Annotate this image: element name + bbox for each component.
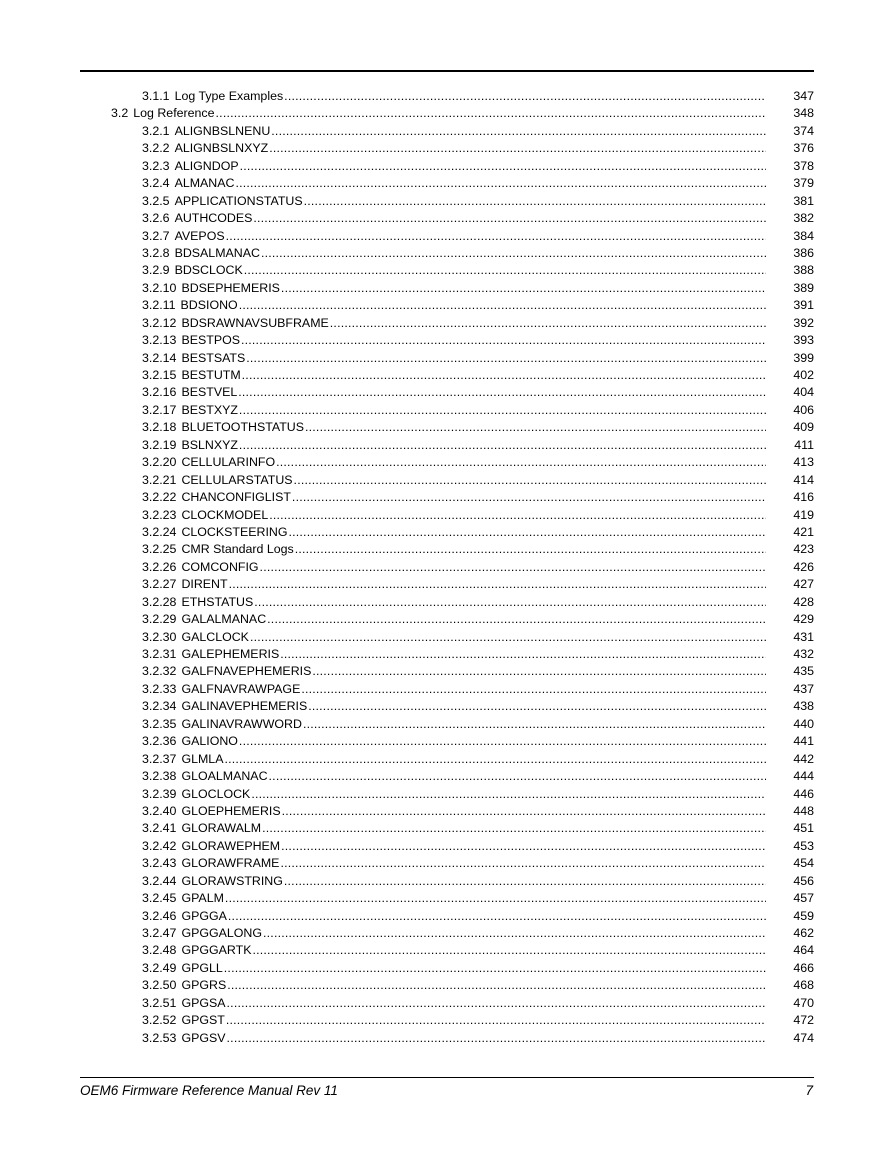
toc-entry-page: 470 [793,995,814,1010]
toc-entry-title: GALEPHEMERIS [181,647,280,661]
toc-entry-page: 411 [794,437,814,452]
toc-entry-number: 3.2.27 [142,577,177,592]
toc-entry[interactable] [0,297,893,314]
toc-entry-number: 3.2.30 [142,629,177,644]
toc-entry-number: 3.2.19 [142,437,177,452]
toc-dot-leader [250,629,766,646]
toc-entry-title: GLORAWSTRING [181,873,283,888]
toc-entry-title: ETHSTATUS [181,594,254,609]
toc-entry-page: 392 [793,315,814,330]
toc-entry-title: GALIONO [181,734,238,749]
toc-entry-page: 389 [793,280,814,295]
toc-entry-number: 3.2.9 [142,263,170,278]
toc-entry-number: 3.2.44 [142,873,177,888]
toc-entry-page: 446 [793,786,814,801]
toc-entry-title: BDSRAWNAVSUBFRAME [181,315,329,330]
toc-entry-number: 3.2.36 [142,734,177,749]
toc-entry[interactable] [0,629,893,646]
toc-entry[interactable] [0,890,893,907]
toc-entry-title: ALIGNBSLNENU [174,123,271,138]
toc-entry-number: 3.2.46 [142,908,177,923]
toc-entry-number: 3.2.38 [142,769,177,784]
toc-entry-title: DIRENT [181,577,228,592]
toc-entry[interactable] [0,472,893,489]
toc-entry-title: AVEPOS [174,228,225,243]
toc-entry-number: 3.2.4 [142,176,170,191]
toc-entry-title: GPGSA [181,995,226,1010]
toc-entry-number: 3.2.21 [142,472,177,487]
toc-entry[interactable] [0,245,893,262]
toc-dot-leader [304,193,766,210]
toc-entry[interactable] [0,855,893,872]
toc-entry-number: 3.2.31 [142,647,177,661]
toc-entry-title: GPALM [181,891,224,906]
toc-dot-leader [269,507,766,524]
toc-entry[interactable] [0,454,893,471]
toc-entry-title: GPGGARTK [181,943,252,958]
toc-entry-page: 432 [793,647,814,661]
toc-entry[interactable] [0,873,893,890]
toc-entry-number: 3.2.28 [142,594,177,609]
toc-entry[interactable] [0,332,893,349]
toc-dot-leader [224,751,766,768]
footer-manual-title: OEM6 Firmware Reference Manual Rev 11 [80,1083,338,1098]
toc-entry-number: 3.2.15 [142,368,177,382]
toc-dot-leader [228,908,766,925]
toc-entry-number: 3.2.1 [142,123,170,138]
toc-entry-number: 3.2.5 [142,193,170,208]
toc-entry-page: 421 [793,524,814,539]
toc-dot-leader [229,576,766,593]
toc-entry-title: GALALMANAC [181,612,267,627]
toc-dot-leader [253,210,766,227]
toc-entry-number: 3.2.26 [142,559,177,574]
toc-entry-page: 429 [793,612,814,627]
toc-entry-page: 409 [793,420,814,435]
toc-entry-page: 451 [793,821,814,836]
toc-entry-title: BDSIONO [180,298,238,313]
header-rule [80,70,814,72]
toc-entry-page: 435 [793,664,814,679]
toc-entry-title: BDSCLOCK [174,263,243,278]
toc-entry-page: 427 [793,577,814,592]
toc-entry-title: APPLICATIONSTATUS [174,193,303,208]
toc-entry-number: 3.2.33 [142,681,177,696]
toc-dot-leader [263,925,766,942]
toc-entry-number: 3.2.39 [142,786,177,801]
toc-dot-leader [284,88,766,105]
toc-dot-leader [330,315,766,332]
toc-entry-title: CMR Standard Logs [181,542,294,557]
toc-entry-page: 442 [793,751,814,766]
toc-entry-page: 453 [793,838,814,853]
toc-entry-title: GPGGALONG [181,926,263,940]
toc-entry[interactable] [0,716,893,733]
toc-entry-number: 3.2.48 [142,943,177,958]
toc-entry[interactable] [0,559,893,576]
toc-dot-leader [269,140,766,157]
toc-entry-title: BESTPOS [181,333,240,348]
toc-entry-title: CLOCKSTEERING [181,524,288,539]
toc-entry-page: 404 [793,385,814,400]
toc-entry-title: BESTXYZ [181,402,238,417]
toc-entry[interactable] [0,524,893,541]
toc-entry-number: 3.2.20 [142,455,177,470]
toc-entry-page: 431 [793,629,814,644]
toc-entry-title: GLORAWFRAME [181,856,280,871]
toc-entry-title: GPGST [181,1013,225,1028]
toc-entry[interactable] [0,402,893,419]
toc-entry-number: 3.2.40 [142,803,177,818]
toc-entry-title: CHANCONFIGLIST [181,490,291,505]
toc-dot-leader [281,280,766,297]
toc-entry-number: 3.2.49 [142,960,177,975]
toc-entry-page: 393 [793,333,814,348]
toc-entry[interactable] [0,1030,893,1047]
toc-dot-leader [238,384,766,401]
toc-entry[interactable] [0,384,893,401]
toc-dot-leader [226,228,766,245]
toc-entry-page: 464 [793,943,814,958]
toc-dot-leader [254,594,766,611]
toc-entry-page: 440 [793,716,814,731]
toc-entry[interactable] [0,908,893,925]
toc-entry-page: 444 [793,769,814,784]
toc-dot-leader [280,646,766,663]
toc-dot-leader [239,733,766,750]
toc-dot-leader [312,663,766,680]
toc-entry[interactable] [0,925,893,942]
toc-entry-title: GALFNAVEPHEMERIS [181,664,312,679]
toc-entry-title: CELLULARINFO [181,455,276,470]
toc-entry-title: BESTVEL [181,385,238,400]
toc-entry-title: CLOCKMODEL [181,507,269,522]
toc-dot-leader [242,367,766,384]
toc-entry-number: 3.2.34 [142,699,177,714]
toc-entry-number: 3.1.1 [142,89,170,103]
toc-entry-page: 386 [793,245,814,260]
toc-entry-title: GALCLOCK [181,629,249,644]
toc-entry-number: 3.2.23 [142,507,177,522]
toc-dot-leader [282,803,766,820]
toc-entry-title: GALINAVRAWWORD [181,716,302,731]
toc-entry-number: 3.2.22 [142,490,177,505]
toc-entry-page: 466 [793,960,814,975]
toc-entry-title: COMCONFIG [181,559,259,574]
toc-entry-page: 402 [793,368,814,382]
toc-dot-leader [295,541,766,558]
toc-entry[interactable] [0,123,893,140]
toc-entry-page: 438 [793,699,814,714]
toc-entry[interactable] [0,437,893,454]
toc-entry[interactable] [0,350,893,367]
toc-entry[interactable] [0,489,893,506]
toc-entry-title: GPGLL [181,960,223,975]
toc-dot-leader [267,611,766,628]
toc-entry-number: 3.2.35 [142,716,177,731]
toc-entry-title: GLOALMANAC [181,769,268,784]
toc-entry-title: GLOEPHEMERIS [181,803,281,818]
toc-dot-leader [308,698,766,715]
toc-entry-page: 468 [793,978,814,993]
toc-entry-page: 416 [793,490,814,505]
toc-entry-number: 3.2.52 [142,1013,177,1028]
toc-entry-page: 437 [793,681,814,696]
toc-dot-leader [260,559,766,576]
toc-entry-page: 472 [793,1013,814,1028]
toc-entry-page: 399 [793,350,814,365]
toc-entry-page: 348 [793,106,814,121]
toc-entry[interactable] [0,280,893,297]
toc-dot-leader [227,1030,766,1047]
toc-dot-leader [271,123,766,140]
toc-entry-page: 462 [793,926,814,940]
toc-entry-title: ALMANAC [174,176,235,191]
toc-dot-leader [252,942,766,959]
toc-entry-title: GLMLA [181,751,224,766]
toc-entry[interactable] [0,960,893,977]
toc-dot-leader [276,454,766,471]
toc-dot-leader [292,489,766,506]
toc-entry[interactable] [0,681,893,698]
toc-entry-page: 388 [793,263,814,278]
toc-entry-title: GLORAWALM [181,821,262,836]
toc-entry-number: 3.2.50 [142,978,177,993]
toc-entry-title: GPGSV [181,1030,226,1045]
toc-entry-page: 381 [793,193,814,208]
toc-entry[interactable] [0,698,893,715]
toc-dot-leader [240,158,766,175]
toc-entry[interactable] [0,977,893,994]
toc-entry-page: 459 [793,908,814,923]
toc-entry-title: GALINAVEPHEMERIS [181,699,308,714]
toc-entry-page: 376 [793,141,814,156]
toc-entry-title: ALIGNDOP [174,158,239,173]
toc-entry-page: 454 [793,856,814,871]
toc-entry[interactable] [0,541,893,558]
toc-dot-leader [235,175,766,192]
toc-entry-page: 379 [793,176,814,191]
toc-dot-leader [262,820,766,837]
toc-entry-number: 3.2.14 [142,350,177,365]
toc-entry-title: BLUETOOTHSTATUS [181,420,304,435]
toc-dot-leader [241,332,766,349]
toc-dot-leader [225,890,766,907]
toc-entry[interactable] [0,507,893,524]
toc-entry-title: GALFNAVRAWPAGE [181,681,301,696]
toc-entry-number: 3.2.7 [142,228,170,243]
toc-entry-page: 426 [793,559,814,574]
toc-entry-page: 423 [793,542,814,557]
table-of-contents [0,88,893,1047]
toc-entry-number: 3.2.11 [142,298,176,313]
toc-entry-title: BSLNXYZ [181,437,238,452]
toc-entry[interactable] [0,733,893,750]
toc-dot-leader [301,681,766,698]
footer-rule [80,1077,814,1078]
toc-entry-number: 3.2.25 [142,542,177,557]
toc-entry[interactable] [0,262,893,279]
toc-entry-number: 3.2.18 [142,420,177,435]
toc-entry-number: 3.2.16 [142,385,177,400]
toc-dot-leader [251,786,766,803]
toc-dot-leader [280,855,766,872]
toc-entry[interactable] [0,663,893,680]
toc-entry-number: 3.2.41 [142,821,177,836]
toc-entry-page: 374 [793,123,814,138]
toc-dot-leader [269,768,766,785]
toc-entry[interactable] [0,576,893,593]
toc-dot-leader [224,960,766,977]
toc-entry-number: 3.2.53 [142,1030,177,1045]
toc-entry-page: 448 [793,803,814,818]
toc-entry-title: BESTUTM [181,368,241,382]
toc-entry[interactable] [0,786,893,803]
toc-entry-title: GLOCLOCK [181,786,251,801]
toc-dot-leader [239,297,766,314]
toc-dot-leader [246,350,766,367]
toc-entry-number: 3.2.24 [142,524,177,539]
toc-entry-page: 428 [793,594,814,609]
toc-dot-leader [244,262,766,279]
toc-dot-leader [216,105,766,122]
toc-entry[interactable] [0,367,893,384]
toc-entry[interactable] [0,611,893,628]
toc-entry-number: 3.2.13 [142,333,177,348]
toc-entry[interactable] [0,803,893,820]
toc-entry-title: Log Reference [133,106,215,121]
toc-entry[interactable] [0,838,893,855]
toc-entry-number: 3.2.47 [142,926,177,940]
toc-entry[interactable] [0,995,893,1012]
toc-entry-number: 3.2.12 [142,315,177,330]
toc-dot-leader [226,1012,766,1029]
toc-entry-number: 3.2.45 [142,891,177,906]
toc-entry[interactable] [0,158,893,175]
toc-dot-leader [281,838,766,855]
toc-entry-number: 3.2.37 [142,751,177,766]
toc-dot-leader [305,419,766,436]
toc-dot-leader [261,245,766,262]
toc-entry-number: 3.2.42 [142,838,177,853]
toc-entry[interactable] [0,646,893,663]
toc-entry-page: 457 [793,891,814,906]
toc-dot-leader [303,716,766,733]
toc-entry-page: 474 [793,1030,814,1045]
toc-entry[interactable] [0,210,893,227]
toc-entry-page: 382 [793,211,814,226]
toc-entry-title: BDSEPHEMERIS [181,280,280,295]
toc-entry[interactable] [0,193,893,210]
toc-dot-leader [284,873,766,890]
toc-entry[interactable] [0,942,893,959]
toc-entry[interactable] [0,228,893,245]
toc-entry[interactable] [0,419,893,436]
toc-entry-page: 378 [793,158,814,173]
toc-entry-number: 3.2.32 [142,664,177,679]
toc-dot-leader [294,472,766,489]
footer-page-number: 7 [805,1083,813,1098]
toc-entry-number: 3.2 [111,106,129,121]
toc-entry-number: 3.2.43 [142,856,177,871]
toc-entry-number: 3.2.17 [142,402,177,417]
toc-entry-title: GLORAWEPHEM [181,838,281,853]
toc-entry-page: 347 [793,89,814,103]
toc-entry-page: 414 [793,472,814,487]
toc-entry-page: 419 [793,507,814,522]
toc-entry[interactable] [0,820,893,837]
toc-entry-title: AUTHCODES [174,211,253,226]
toc-dot-leader [227,977,766,994]
toc-entry-number: 3.2.3 [142,158,170,173]
toc-entry-page: 456 [793,873,814,888]
toc-entry-page: 406 [793,402,814,417]
toc-entry[interactable] [0,140,893,157]
toc-entry[interactable] [0,175,893,192]
toc-entry-number: 3.2.2 [142,141,170,156]
toc-entry-number: 3.2.10 [142,280,177,295]
toc-entry[interactable] [0,105,893,122]
toc-entry-title: CELLULARSTATUS [181,472,293,487]
toc-entry-title: BDSALMANAC [174,245,260,260]
toc-entry[interactable] [0,768,893,785]
toc-entry-number: 3.2.8 [142,245,170,260]
toc-entry-title: GPGRS [181,978,227,993]
toc-entry[interactable] [0,88,893,105]
toc-entry-title: ALIGNBSLNXYZ [174,141,269,156]
toc-entry-page: 441 [793,734,814,749]
toc-entry-number: 3.2.29 [142,612,177,627]
toc-entry-page: 413 [793,455,814,470]
toc-entry-title: Log Type Examples [174,89,284,103]
toc-entry-title: GPGGA [181,908,227,923]
toc-dot-leader [239,402,766,419]
toc-dot-leader [288,524,766,541]
toc-entry[interactable] [0,594,893,611]
toc-entry[interactable] [0,315,893,332]
toc-entry-page: 391 [793,298,814,313]
toc-dot-leader [227,995,766,1012]
toc-entry-number: 3.2.51 [142,995,177,1010]
toc-entry-page: 384 [793,228,814,243]
toc-entry[interactable] [0,751,893,768]
toc-entry[interactable] [0,1012,893,1029]
toc-dot-leader [239,437,766,454]
toc-entry-number: 3.2.6 [142,211,170,226]
toc-entry-title: BESTSATS [181,350,246,365]
